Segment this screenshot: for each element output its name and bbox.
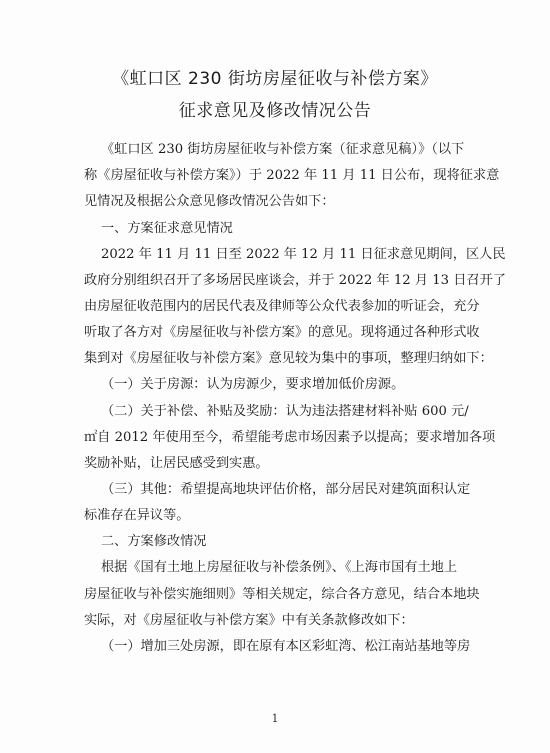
body-line-12: ㎡自 2012 年使用至今，希望能考虑市场因素予以提高；要求增加各项 (84, 430, 496, 445)
page-number: 1 (271, 712, 279, 725)
body-line-5: 2022 年 11 月 11 日至 2022 年 12 月 11 日征求意见期间，区人民 (101, 247, 506, 262)
body-line-13: 奖励补贴，让居民感受到实惠。 (84, 456, 269, 471)
body-line-10: （一）关于房源：认为房源少，要求增加低价房源。 (101, 377, 405, 392)
document-title-line2: 征求意见及修改情况公告 (178, 101, 372, 121)
body-line-15: 标准存在异议等。 (84, 508, 190, 523)
body-line-14: （三）其他：希望提高地块评估价格，部分居民对建筑面积认定 (101, 482, 471, 497)
body-line-17: 根据《国有土地上房屋征收与补偿条例》、《上海市国有土地上 (101, 560, 458, 575)
body-line-9: 集到对《房屋征收与补偿方案》意见较为集中的事项，整理归纳如下： (84, 351, 493, 366)
body-line-3: 见情况及根据公众意见修改情况公告如下： (84, 194, 335, 209)
body-line-11: （二）关于补偿、补贴及奖励：认为违法搭建材料补贴 600 元/ (101, 404, 469, 419)
document-title-line1: 《虹口区 230 街坊房屋征收与补偿方案》 (112, 69, 438, 89)
body-line-2: 称《房屋征收与补偿方案》）于 2022 年 11 月 11 日公布，现将征求意 (84, 168, 500, 183)
section-heading-1: 一、方案征求意见情况 (101, 221, 233, 236)
body-line-1: 《虹口区 230 街坊房屋征收与补偿方案（征求意见稿）》（以下 (101, 142, 465, 157)
body-line-20: （一）增加三处房源，即在原有本区彩虹湾、松江南站基地等房 (101, 639, 471, 654)
body-line-18: 房屋征收与补偿实施细则》等相关规定，综合各方意见，结合本地块 (84, 587, 480, 602)
section-heading-2: 二、方案修改情况 (101, 534, 207, 549)
body-line-8: 听取了各方对《房屋征收与补偿方案》的意见。现将通过各种形式收 (84, 325, 480, 340)
body-line-19: 实际，对《房屋征收与补偿方案》中有关条款修改如下： (84, 613, 414, 628)
body-line-6: 政府分别组织召开了多场居民座谈会，并于 2022 年 12 月 13 日召开了 (84, 273, 506, 288)
body-line-7: 由房屋征收范围内的居民代表及律师等公众代表参加的听证会，充分 (84, 299, 480, 314)
